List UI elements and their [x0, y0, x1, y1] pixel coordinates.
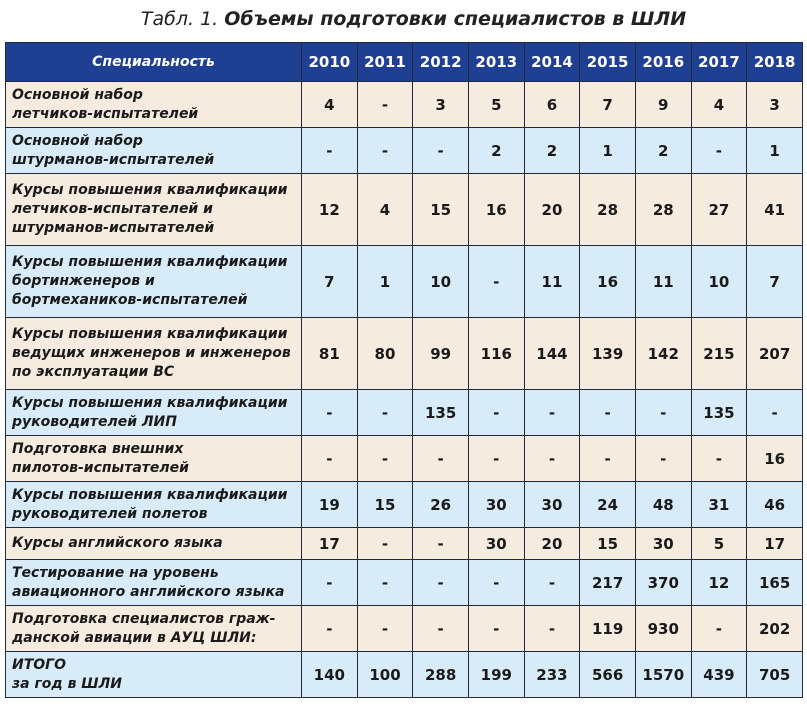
value-cell: -	[413, 606, 469, 652]
value-cell: -	[357, 436, 413, 482]
value-cell: 1	[580, 128, 636, 174]
value-cell: 288	[413, 652, 469, 698]
value-cell: -	[302, 390, 358, 436]
value-cell: 19	[302, 482, 358, 528]
value-cell: 16	[468, 174, 524, 246]
value-cell: -	[580, 390, 636, 436]
value-cell: -	[413, 436, 469, 482]
value-cell: 144	[524, 318, 580, 390]
value-cell: -	[468, 606, 524, 652]
value-cell: -	[468, 246, 524, 318]
value-cell: 12	[302, 174, 358, 246]
value-cell: -	[580, 436, 636, 482]
value-cell: 142	[635, 318, 691, 390]
value-cell: 80	[357, 318, 413, 390]
caption-prefix: Табл. 1.	[140, 8, 219, 30]
caption-title: Объемы подготовки специалистов в ШЛИ	[224, 8, 687, 30]
table-row	[6, 318, 803, 390]
value-cell: -	[635, 390, 691, 436]
value-cell: 566	[580, 652, 636, 698]
table-header-row	[6, 43, 803, 82]
year-column-header: 2010	[302, 43, 358, 82]
specialty-name-cell: Курсы повышения квалификации ведущих инженеров и инженеров по эксплуатации ВС	[6, 318, 302, 390]
value-cell: 16	[580, 246, 636, 318]
value-cell: 1	[357, 246, 413, 318]
value-cell: 140	[302, 652, 358, 698]
value-cell: 4	[691, 82, 747, 128]
value-cell: -	[357, 528, 413, 560]
value-cell: 5	[468, 82, 524, 128]
value-cell: 30	[468, 528, 524, 560]
year-column-header: 2017	[691, 43, 747, 82]
value-cell: 24	[580, 482, 636, 528]
value-cell: 3	[413, 82, 469, 128]
table-row	[6, 606, 803, 652]
table-row	[6, 436, 803, 482]
specialty-name-cell: Подготовка внешних пилотов-испытателей	[6, 436, 302, 482]
table-row	[6, 560, 803, 606]
value-cell: -	[691, 128, 747, 174]
value-cell: 30	[468, 482, 524, 528]
specialty-name-cell: Курсы повышения квалификации руководителей ЛИП	[6, 390, 302, 436]
value-cell: 15	[357, 482, 413, 528]
value-cell: 10	[691, 246, 747, 318]
year-column-header: 2018	[747, 43, 803, 82]
value-cell: 3	[747, 82, 803, 128]
specialty-name-cell: ИТОГО за год в ШЛИ	[6, 652, 302, 698]
table-row	[6, 174, 803, 246]
value-cell: -	[524, 390, 580, 436]
value-cell: -	[413, 560, 469, 606]
value-cell: 15	[580, 528, 636, 560]
value-cell: 135	[413, 390, 469, 436]
value-cell: 20	[524, 528, 580, 560]
value-cell: 41	[747, 174, 803, 246]
value-cell: 5	[691, 528, 747, 560]
value-cell: -	[524, 436, 580, 482]
value-cell: -	[524, 606, 580, 652]
specialty-name-cell: Курсы повышения квалификации летчиков-испытателей и штурманов-испытателей	[6, 174, 302, 246]
table-row	[6, 128, 803, 174]
value-cell: 11	[524, 246, 580, 318]
value-cell: 16	[747, 436, 803, 482]
value-cell: 119	[580, 606, 636, 652]
value-cell: 139	[580, 318, 636, 390]
value-cell: -	[357, 560, 413, 606]
value-cell: -	[413, 528, 469, 560]
value-cell: 439	[691, 652, 747, 698]
value-cell: -	[747, 390, 803, 436]
value-cell: 202	[747, 606, 803, 652]
value-cell: 17	[302, 528, 358, 560]
value-cell: 199	[468, 652, 524, 698]
year-column-header: 2014	[524, 43, 580, 82]
specialty-name-cell: Курсы повышения квалификации руководителей полетов	[6, 482, 302, 528]
value-cell: 233	[524, 652, 580, 698]
value-cell: -	[413, 128, 469, 174]
value-cell: -	[468, 560, 524, 606]
year-column-header: 2012	[413, 43, 469, 82]
value-cell: 9	[635, 82, 691, 128]
value-cell: 6	[524, 82, 580, 128]
value-cell: 31	[691, 482, 747, 528]
value-cell: 215	[691, 318, 747, 390]
table-row	[6, 246, 803, 318]
value-cell: -	[524, 560, 580, 606]
value-cell: -	[302, 606, 358, 652]
table-caption	[0, 0, 807, 38]
year-column-header: 2011	[357, 43, 413, 82]
value-cell: 30	[635, 528, 691, 560]
value-cell: 99	[413, 318, 469, 390]
table-body	[6, 82, 803, 698]
specialty-name-cell: Курсы английского языка	[6, 528, 302, 560]
total-row	[6, 652, 803, 698]
specialty-name-cell: Курсы повышения квалификации бортинженеров и бортмехаников-испытателей	[6, 246, 302, 318]
year-column-header: 2016	[635, 43, 691, 82]
value-cell: 7	[580, 82, 636, 128]
value-cell: 4	[357, 174, 413, 246]
table-row	[6, 82, 803, 128]
value-cell: -	[357, 82, 413, 128]
specialty-name-cell: Основной набор штурманов-испытателей	[6, 128, 302, 174]
value-cell: -	[468, 436, 524, 482]
value-cell: 20	[524, 174, 580, 246]
value-cell: 48	[635, 482, 691, 528]
value-cell: -	[357, 606, 413, 652]
value-cell: 17	[747, 528, 803, 560]
year-column-header: 2013	[468, 43, 524, 82]
value-cell: 2	[524, 128, 580, 174]
value-cell: 1570	[635, 652, 691, 698]
value-cell: 26	[413, 482, 469, 528]
value-cell: 217	[580, 560, 636, 606]
value-cell: 207	[747, 318, 803, 390]
year-column-header: 2015	[580, 43, 636, 82]
value-cell: 28	[635, 174, 691, 246]
value-cell: 46	[747, 482, 803, 528]
value-cell: 116	[468, 318, 524, 390]
value-cell: 165	[747, 560, 803, 606]
value-cell: -	[302, 128, 358, 174]
value-cell: -	[635, 436, 691, 482]
value-cell: -	[691, 606, 747, 652]
value-cell: 11	[635, 246, 691, 318]
table-row	[6, 528, 803, 560]
value-cell: 15	[413, 174, 469, 246]
training-volume-table	[5, 42, 803, 698]
value-cell: 930	[635, 606, 691, 652]
value-cell: 28	[580, 174, 636, 246]
value-cell: 30	[524, 482, 580, 528]
specialty-column-header: Специальность	[6, 43, 302, 82]
value-cell: 12	[691, 560, 747, 606]
value-cell: 7	[747, 246, 803, 318]
value-cell: 81	[302, 318, 358, 390]
value-cell: 370	[635, 560, 691, 606]
value-cell: 2	[468, 128, 524, 174]
specialty-name-cell: Основной набор летчиков-испытателей	[6, 82, 302, 128]
value-cell: -	[302, 560, 358, 606]
value-cell: -	[468, 390, 524, 436]
value-cell: 27	[691, 174, 747, 246]
value-cell: 135	[691, 390, 747, 436]
value-cell: 10	[413, 246, 469, 318]
value-cell: -	[691, 436, 747, 482]
value-cell: 2	[635, 128, 691, 174]
specialty-name-cell: Подготовка специалистов граж- данской авиации в АУЦ ШЛИ:	[6, 606, 302, 652]
table-row	[6, 482, 803, 528]
table-row	[6, 390, 803, 436]
value-cell: 4	[302, 82, 358, 128]
value-cell: 705	[747, 652, 803, 698]
value-cell: -	[357, 128, 413, 174]
value-cell: 1	[747, 128, 803, 174]
value-cell: -	[302, 436, 358, 482]
value-cell: -	[357, 390, 413, 436]
specialty-name-cell: Тестирование на уровень авиационного английского языка	[6, 560, 302, 606]
value-cell: 7	[302, 246, 358, 318]
value-cell: 100	[357, 652, 413, 698]
